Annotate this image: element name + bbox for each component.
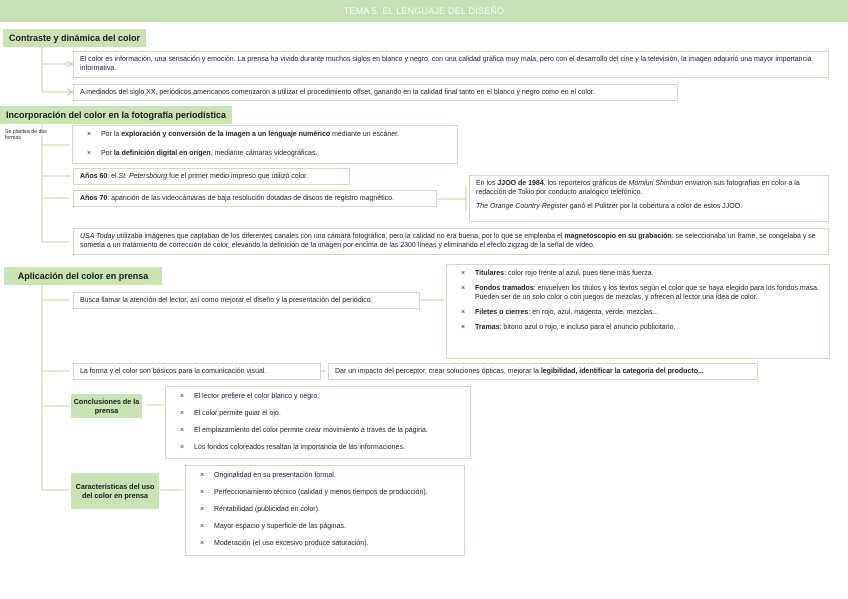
section-header-aplicacion: Aplicación del color en prensa [4,267,162,285]
forms-box [72,125,458,164]
info-text: A mediados del siglo XX, periódicos americanos comenzaron a utilizar el procedimiento offset, ganando en la calidad final tanto en el blanco y negro como en el color. [80,89,595,96]
info-box-color-informacion [73,51,829,78]
info-box-jjoo-1984 [469,175,829,222]
list-item: × Fondos tramados: envuelven los títulos y los textos según el color que se haya elegido para los fondos masa. Pueden ser de un solo color o con juegos de mezclas, y ofrecen al lector una idea de color. [453,284,823,302]
list-item: × Originalidad en su presentación formal. [192,471,458,480]
info-text: USA Today utilizaba imágenes que captaban de los diferentes canales con una cámara fotográfica, pero la calidad no era buena, por lo que se empleaba el magnetoscopio en su grabación: se seleccionaba un frame, se congelaba y se sometía a un tratamiento de corrección de color, elevando la definición de la imagen por encima de las 2300 líneas y eliminando el efecto zigzag de la señal de vídeo. [80,233,816,249]
caracteristicas-box [185,465,465,556]
section-header-incorporacion: Incorporación del color en la fotografía periodística [0,106,232,124]
list-item: × Por la exploración y conversión de la imagen a un lenguaje numérico mediante un escáner. [79,130,451,139]
info-box-forma-color [73,363,321,380]
list-item: × Titulares: color rojo frente al azul, pues tiene más fuerza. [453,269,823,278]
list-item: × Los fondos coloreados resaltan la importancia de las informaciones. [172,443,464,452]
info-text: El color es información, una sensación y emoción. La prensa ha vivido durante muchos siglos en blanco y negro, con una calidad gráfica muy mala, pero con el desarrollo del cine y la televisión, la imagen adquirió una mayor importancia informativa. [80,56,812,72]
list-item: × Moderación (el uso excesivo produce saturación). [192,539,458,548]
info-text: Años 60: el St. Petersbourg fue el primer medio impreso que utilizó color. [80,173,309,180]
section-header-contraste: Contraste y dinámica del color [3,29,146,47]
document-title: TEMA 5. EL LENGUAJE DEL DISEÑO [0,0,848,22]
list-item: × Filetes o cierres: en rojo, azul, magenta, verde, mezclas... [453,308,823,317]
side-note: Se plantea de dos formas [5,129,47,141]
list-item: × Por la definición digital en origen, mediante cámaras videográficas. [79,149,451,158]
info-box-impacto [328,363,758,380]
info-text: La forma y el color son básicos para la comunicación visual. [80,368,267,375]
info-text: En los JJOO de 1984, los reporteros gráficos de Momiuri Shimbun enviaron sus fotografías en color a la redacción de Tokio por conducto analógico telefónico. [476,180,800,196]
list-item: × El lector prefiere el color blanco y negro. [172,392,464,401]
info-text: Dar un impacto del perceptor, crear soluciones ópticas, mejorar la legibilidad, identificar la categoría del producto... [335,368,704,375]
list-item: × El color permite guiar el ojo. [172,409,464,418]
conclusiones-box [165,386,471,459]
info-box-offset [73,84,678,101]
list-item: × Perfeccionamiento técnico (calidad y menos tiempos de producción). [192,488,458,497]
info-text: The Orange Country Register ganó el Pulitzer por la cobertura a color de estos JJOO. [476,203,743,210]
list-item: × Tramas: bitono azul o rojo, e incluso para el anuncio publicitario. [453,323,823,332]
info-box-busca [73,292,420,309]
info-box-anos-70 [73,190,437,207]
info-box-usa-today [73,228,829,255]
info-box-anos-60 [73,168,350,185]
applications-box [446,264,830,359]
info-text: Años 70: aparición de las videocámaras de baja resolución dotadas de discos de registro magnético. [80,195,395,202]
list-item: × El emplazamiento del color permite crear movimiento a través de la página. [172,426,464,435]
subheader-caracteristicas: Características del uso del color en prensa [71,473,159,509]
list-item: × Rentabilidad (publicidad en color). [192,505,458,514]
list-item: × Mayor espacio y superficie de las páginas. [192,522,458,531]
subheader-conclusiones: Conclusiones de la prensa [71,394,142,418]
info-text: Busca llamar la atención del lector, así como mejorar el diseño y la presentación del periódico. [80,297,373,304]
